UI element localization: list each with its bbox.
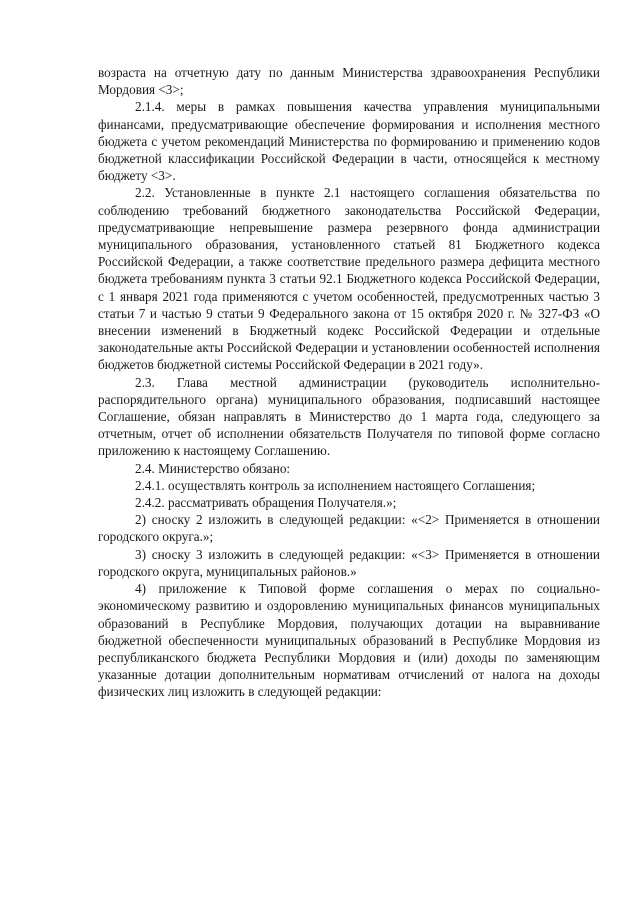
paragraph-5: 2.4. Министерство обязано: xyxy=(135,460,291,476)
paragraph-10: 4) приложение к Типовой форме соглашения о мерах по социально-экономическому развитию и оздоровлению муниципальных финансов муниципальных образований в Республике Мордовия, получающих дотации на выравнивание бюджетной обеспеченности муниципальных образований в Республике Мордовия из республиканского бюджета Республики Мордовия и (или) доходы по заменяющим указанные дотации дополнительным нормативам отчислений от налога на доходы физических лиц изложить в следующей редакции: xyxy=(98,581,600,700)
document-page xyxy=(98,64,600,701)
paragraph-8: 2) сноску 2 изложить в следующей редакции: «<2> Применяется в отношении городского округа.»; xyxy=(98,512,600,545)
paragraph-6: 2.4.1. осуществлять контроль за исполнением настоящего Соглашения; xyxy=(135,477,536,493)
paragraph-2: 2.1.4. меры в рамках повышения качества управления муниципальными финансами, предусматривающие обеспечение формирования и исполнения местного бюджета с учетом рекомендаций Министерства по формированию и применению кодов бюджетной классификации Российской Федерации в части, относящейся к местному бюджету <3>. xyxy=(98,99,600,184)
paragraph-4: 2.3. Глава местной администрации (руководитель исполнительно-распорядительного органа) муниципального образования, подписавший настоящее Соглашение, обязан направлять в Министерство до 1 марта года, следующего за отчетным, отчет об исполнении обязательств Получателя по типовой форме согласно приложению к настоящему Соглашению. xyxy=(98,374,600,459)
paragraph-1: возраста на отчетную дату по данным Министерства здравоохранения Республики Мордовия <3>; xyxy=(98,65,600,98)
paragraph-9: 3) сноску 3 изложить в следующей редакции: «<3> Применяется в отношении городского округа, муниципальных районов.» xyxy=(98,546,600,579)
paragraph-7: 2.4.2. рассматривать обращения Получателя.»; xyxy=(135,495,397,511)
paragraph-3: 2.2. Установленные в пункте 2.1 настоящего соглашения обязательства по соблюдению требований бюджетного законодательства Российской Федерации, предусматривающие непревышение размера резервного фонда администрации муниципального образования, установленного статьей 81 Бюджетного кодекса Российской Федерации, а также соответствие предельного размера дефицита местного бюджета требованиям пункта 3 статьи 92.1 Бюджетного кодекса Российской Федерации, с 1 января 2021 года применяются с учетом особенностей, предусмотренных частью 3 статьи 7 и частью 9 статьи 9 Федерального закона от 15 октября 2020 г. № 327-ФЗ «О внесении изменений в Бюджетный кодекс Российской Федерации и отдельные законодательные акты Российской Федерации и установлении особенностей исполнения бюджетов бюджетной системы Российской Федерации в 2021 году». xyxy=(98,185,600,373)
